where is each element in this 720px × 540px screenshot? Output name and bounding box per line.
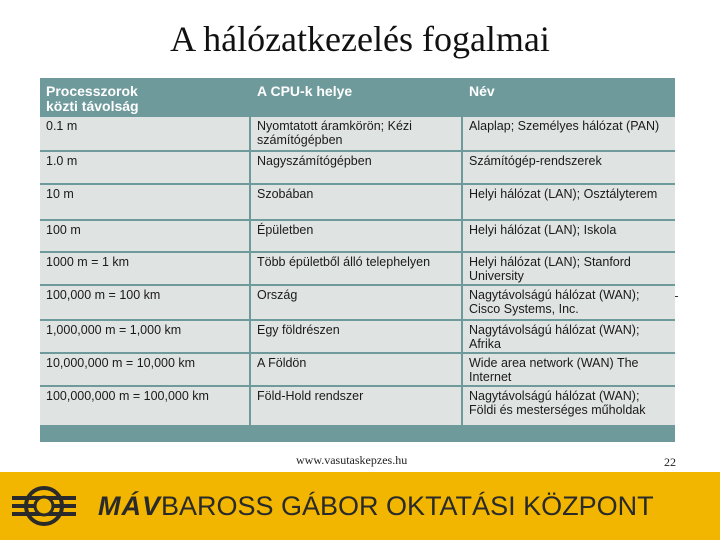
edge-tick-mark xyxy=(675,296,678,297)
cell-cpu-location: Föld-Hold rendszer xyxy=(251,387,463,427)
cell-name: Helyi hálózat (LAN); Iskola xyxy=(463,221,675,253)
cell-name: Wide area network (WAN) The Internet xyxy=(463,354,675,387)
cell-name: Helyi hálózat (LAN); Stanford University xyxy=(463,253,675,286)
cell-name: Alaplap; Személyes hálózat (PAN) xyxy=(463,117,675,152)
banner-brand: MÁV xyxy=(98,491,161,521)
cell-cpu-location: Ország xyxy=(251,286,463,321)
cell-distance: 100,000,000 m = 100,000 km xyxy=(40,387,251,427)
cell-cpu-location: Szobában xyxy=(251,185,463,221)
cell-name: Helyi hálózat (LAN); Osztályterem xyxy=(463,185,675,221)
header-cpu-location-label: A CPU-k helye xyxy=(257,83,353,99)
cell-cpu-location: Nyomtatott áramkörön; Kézi számítógépben xyxy=(251,117,463,152)
cell-name: Nagytávolságú hálózat (WAN); Földi és mesterséges műholdak xyxy=(463,387,675,427)
table-row xyxy=(40,387,675,427)
slide-title: A hálózatkezelés fogalmai xyxy=(170,19,550,59)
mav-logo-icon xyxy=(0,472,88,540)
header-distance xyxy=(40,78,251,117)
page-number: 22 xyxy=(664,455,676,469)
network-table-container xyxy=(40,78,675,442)
footer-url: www.vasutaskepzes.hu xyxy=(296,453,408,467)
table-row xyxy=(40,152,675,185)
cell-cpu-location: Több épületből álló telephelyen xyxy=(251,253,463,286)
table-row xyxy=(40,354,675,387)
cell-distance: 100,000 m = 100 km xyxy=(40,286,251,321)
cell-distance: 1.0 m xyxy=(40,152,251,185)
cell-cpu-location: Nagyszámítógépben xyxy=(251,152,463,185)
table-row xyxy=(40,185,675,221)
cell-distance: 1,000,000 m = 1,000 km xyxy=(40,321,251,354)
cell-distance: 0.1 m xyxy=(40,117,251,152)
cell-distance: 1000 m = 1 km xyxy=(40,253,251,286)
cell-distance: 10 m xyxy=(40,185,251,221)
banner-text xyxy=(98,472,654,540)
cell-name: Számítógép-rendszerek xyxy=(463,152,675,185)
cell-distance: 100 m xyxy=(40,221,251,253)
table-row xyxy=(40,221,675,253)
table-header-row xyxy=(40,78,675,117)
header-distance-line-1: Processzorok xyxy=(46,83,138,99)
cell-cpu-location: Épületben xyxy=(251,221,463,253)
header-cpu-location xyxy=(251,78,463,117)
table-row xyxy=(40,117,675,152)
header-name xyxy=(463,78,675,117)
banner-org-name: BAROSS GÁBOR OKTATÁSI KÖZPONT xyxy=(161,491,654,521)
table-row xyxy=(40,321,675,354)
cell-distance: 10,000,000 m = 10,000 km xyxy=(40,354,251,387)
header-distance-line-2: közti távolság xyxy=(46,98,139,114)
cell-cpu-location: Egy földrészen xyxy=(251,321,463,354)
cell-name: Nagytávolságú hálózat (WAN); Afrika xyxy=(463,321,675,354)
table-row xyxy=(40,286,675,321)
cell-name: Nagytávolságú hálózat (WAN); Cisco Systems, Inc. xyxy=(463,286,675,321)
network-distance-table xyxy=(40,78,675,427)
footer-banner xyxy=(0,472,720,540)
header-name-label: Név xyxy=(469,83,495,99)
cell-cpu-location: A Földön xyxy=(251,354,463,387)
table-row xyxy=(40,253,675,286)
